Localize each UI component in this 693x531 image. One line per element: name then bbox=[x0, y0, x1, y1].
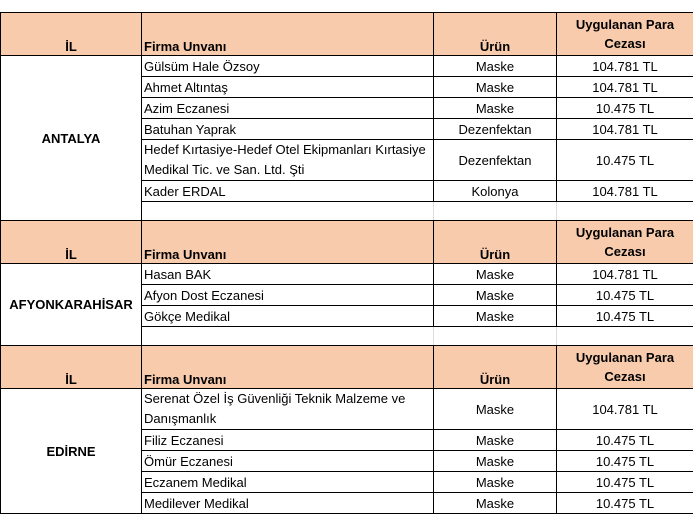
header-row bbox=[1, 13, 693, 56]
firma-cell: Ahmet Altıntaş bbox=[142, 77, 434, 98]
urun-cell: Maske bbox=[434, 98, 557, 119]
urun-cell: Maske bbox=[434, 430, 557, 451]
header-il: İL bbox=[1, 13, 142, 56]
table-row bbox=[1, 389, 693, 430]
urun-cell: Maske bbox=[434, 389, 557, 430]
urun-cell: Maske bbox=[434, 306, 557, 327]
header-firma: Firma Unvanı bbox=[142, 346, 434, 389]
province-cell: AFYONKARAHİSAR bbox=[1, 264, 142, 346]
firma-cell: Kader ERDAL bbox=[142, 181, 434, 202]
header-ceza bbox=[557, 346, 693, 389]
urun-cell: Maske bbox=[434, 285, 557, 306]
urun-cell: Kolonya bbox=[434, 181, 557, 202]
ceza-cell: 10.475 TL bbox=[557, 98, 693, 119]
province-cell: ANTALYA bbox=[1, 56, 142, 221]
header-ceza bbox=[557, 13, 693, 56]
ceza-cell: 10.475 TL bbox=[557, 472, 693, 493]
ceza-cell: 104.781 TL bbox=[557, 389, 693, 430]
urun-cell: Maske bbox=[434, 56, 557, 77]
header-ceza-line2: Cezası bbox=[604, 369, 646, 384]
ceza-cell: 104.781 TL bbox=[557, 181, 693, 202]
firma-cell: Serenat Özel İş Güvenliği Teknik Malzeme ve Danışmanlık bbox=[142, 389, 434, 430]
firma-cell: Gökçe Medikal bbox=[142, 306, 434, 327]
province-cell: EDİRNE bbox=[1, 389, 142, 514]
header-urun: Ürün bbox=[434, 346, 557, 389]
firma-cell: Batuhan Yaprak bbox=[142, 119, 434, 140]
header-il: İL bbox=[1, 221, 142, 264]
ceza-cell: 10.475 TL bbox=[557, 493, 693, 514]
ceza-cell: 10.475 TL bbox=[557, 285, 693, 306]
header-row bbox=[1, 221, 693, 264]
header-ceza-line1: Uygulanan Para bbox=[575, 17, 675, 32]
header-urun: Ürün bbox=[434, 13, 557, 56]
urun-cell: Maske bbox=[434, 77, 557, 98]
firma-cell: Ömür Eczanesi bbox=[142, 451, 434, 472]
firma-cell: Afyon Dost Eczanesi bbox=[142, 285, 434, 306]
firma-cell: Gülsüm Hale Özsoy bbox=[142, 56, 434, 77]
header-ceza-line2: Cezası bbox=[604, 36, 646, 51]
header-ceza-line1: Uygulanan Para bbox=[575, 225, 675, 240]
urun-cell: Dezenfektan bbox=[434, 140, 557, 181]
header-ceza bbox=[557, 221, 693, 264]
header-firma: Firma Unvanı bbox=[142, 221, 434, 264]
ceza-cell: 104.781 TL bbox=[557, 77, 693, 98]
urun-cell: Dezenfektan bbox=[434, 119, 557, 140]
table-row bbox=[1, 56, 693, 77]
header-firma: Firma Unvanı bbox=[142, 13, 434, 56]
urun-cell: Maske bbox=[434, 451, 557, 472]
table-row bbox=[1, 264, 693, 285]
header-il: İL bbox=[1, 346, 142, 389]
ceza-cell: 104.781 TL bbox=[557, 56, 693, 77]
urun-cell: Maske bbox=[434, 493, 557, 514]
header-ceza-line2: Cezası bbox=[604, 244, 646, 259]
firma-cell: Filiz Eczanesi bbox=[142, 430, 434, 451]
ceza-cell: 10.475 TL bbox=[557, 451, 693, 472]
penalty-table bbox=[0, 12, 693, 514]
firma-cell: Hasan BAK bbox=[142, 264, 434, 285]
penalty-spreadsheet bbox=[0, 12, 693, 514]
ceza-cell: 10.475 TL bbox=[557, 140, 693, 181]
ceza-cell: 10.475 TL bbox=[557, 430, 693, 451]
firma-cell: Eczanem Medikal bbox=[142, 472, 434, 493]
ceza-cell: 104.781 TL bbox=[557, 119, 693, 140]
header-urun: Ürün bbox=[434, 221, 557, 264]
urun-cell: Maske bbox=[434, 472, 557, 493]
urun-cell: Maske bbox=[434, 264, 557, 285]
header-ceza-line1: Uygulanan Para bbox=[575, 350, 675, 365]
ceza-cell: 10.475 TL bbox=[557, 306, 693, 327]
ceza-cell: 104.781 TL bbox=[557, 264, 693, 285]
firma-cell: Medilever Medikal bbox=[142, 493, 434, 514]
header-row bbox=[1, 346, 693, 389]
firma-cell: Hedef Kırtasiye-Hedef Otel Ekipmanları Kırtasiye Medikal Tic. ve San. Ltd. Şti bbox=[142, 140, 434, 181]
firma-cell: Azim Eczanesi bbox=[142, 98, 434, 119]
